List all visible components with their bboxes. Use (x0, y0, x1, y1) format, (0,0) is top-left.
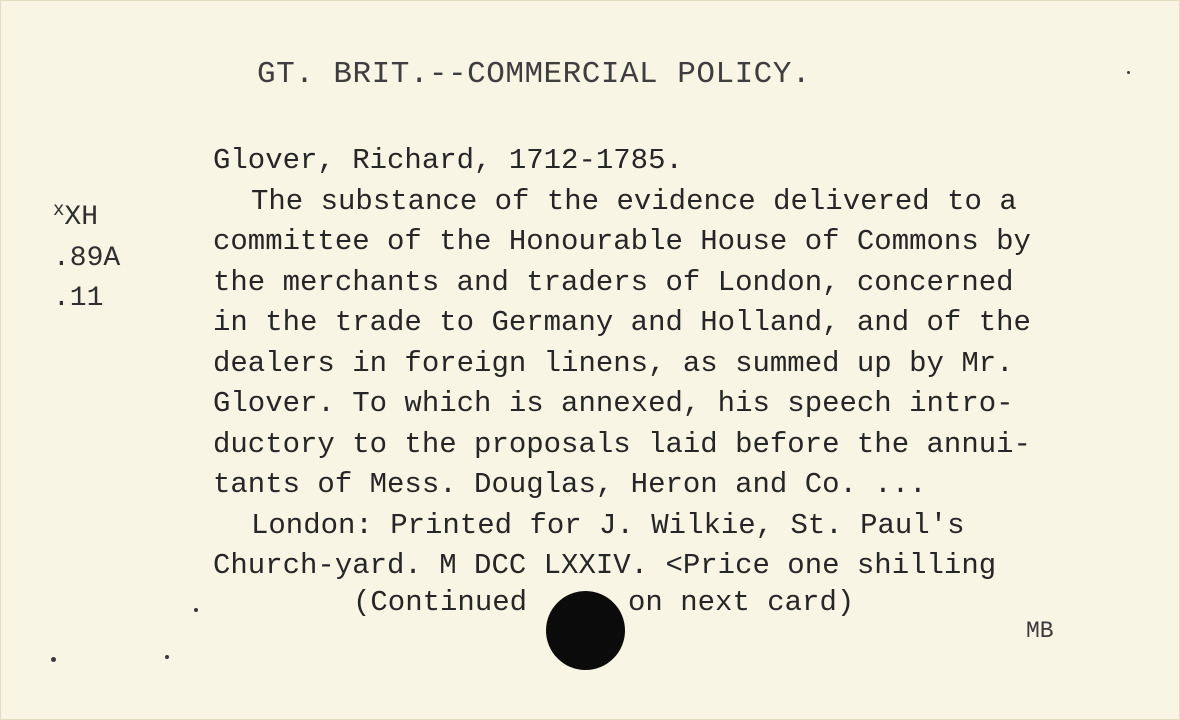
author-line: Glover, Richard, 1712-1785. (213, 144, 683, 177)
card-body (213, 141, 1031, 587)
speck (51, 657, 56, 662)
imprint-line: London: Printed for J. Wilkie, St. Paul's (251, 508, 965, 542)
title-line: ductory to the proposals laid before the annui- (213, 427, 1031, 461)
call-number (53, 198, 120, 319)
call-number-class: XH (64, 202, 99, 233)
speck (165, 655, 169, 659)
call-number-marker: x (53, 199, 65, 221)
speck (1127, 71, 1130, 74)
call-number-line-2: .89A (53, 243, 121, 274)
continued-text-right: on next card) (628, 586, 855, 619)
title-line: in the trade to Germany and Holland, and of the (213, 306, 1031, 339)
punch-hole (546, 591, 625, 670)
continued-text-left: (Continued (353, 586, 528, 619)
call-number-line-1 (53, 198, 120, 239)
imprint-line: Church-yard. M DCC LXXIV. <Price one shilling (213, 549, 997, 582)
title-line: tants of Mess. Douglas, Heron and Co. ... (213, 468, 927, 501)
call-number-line-3: .11 (53, 283, 104, 314)
title-line: dealers in foreign linens, as summed up by Mr. (213, 346, 1014, 380)
title-line: committee of the Honourable House of Commons by (213, 225, 1031, 258)
title-line: Glover. To which is annexed, his speech intro- (213, 387, 1014, 420)
title-line: the merchants and traders of London, concerned (213, 265, 1014, 299)
cataloger-initials: MB (1026, 618, 1054, 644)
speck (194, 608, 198, 612)
subject-heading: GT. BRIT.--COMMERCIAL POLICY. (257, 57, 811, 92)
title-line: The substance of the evidence delivered to a (251, 184, 1017, 218)
